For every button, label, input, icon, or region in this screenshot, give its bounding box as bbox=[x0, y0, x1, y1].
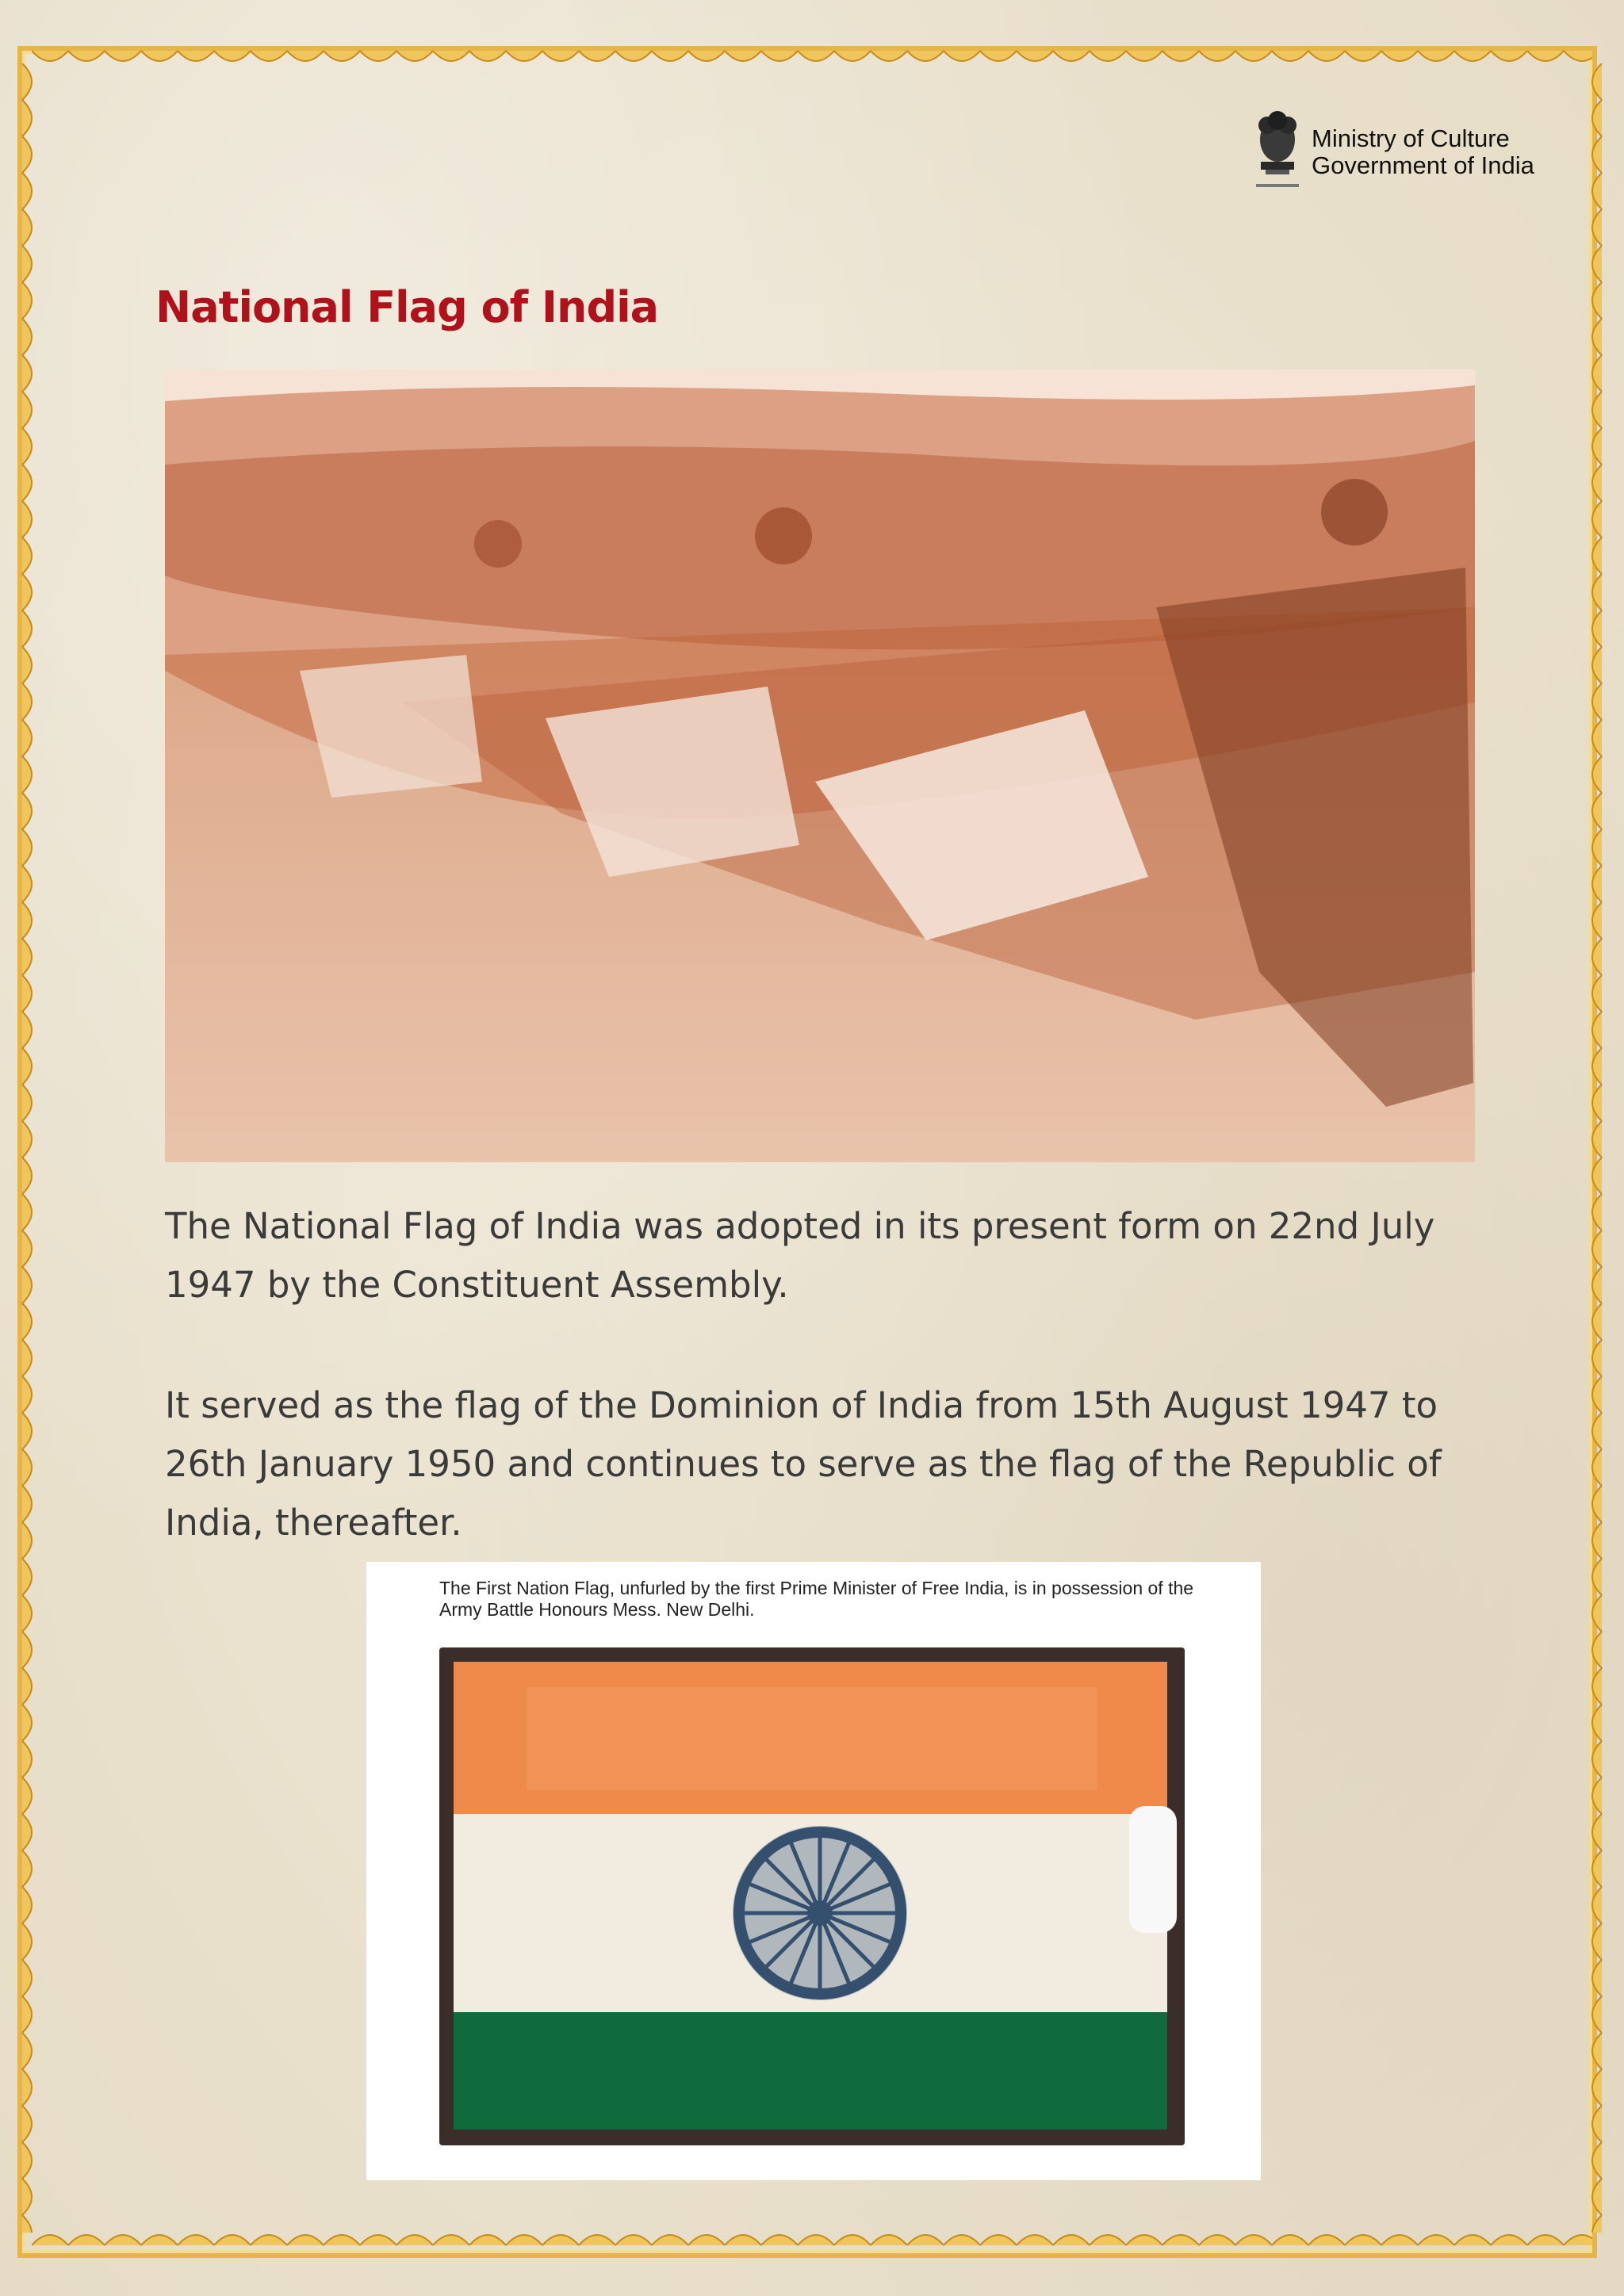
flag-frame bbox=[439, 1647, 1185, 2145]
ministry-logo bbox=[1250, 106, 1567, 195]
national-emblem-icon bbox=[1250, 106, 1305, 195]
first-flag-photo bbox=[366, 1562, 1261, 2180]
right-border-ornament bbox=[1586, 63, 1605, 2233]
page-title: National Flag of India bbox=[155, 282, 659, 332]
top-border-ornament bbox=[32, 48, 1592, 70]
photo-caption: The First Nation Flag, unfurled by the first Prime Minister of Free India, is in possession of the Army Battle Honours Mess. New Delhi. bbox=[439, 1578, 1194, 1620]
bottom-border-ornament bbox=[32, 2226, 1592, 2248]
ashoka-chakra-icon bbox=[733, 1826, 907, 2000]
ministry-name: Ministry of Culture bbox=[1312, 124, 1510, 152]
assembly-photo bbox=[165, 369, 1475, 1162]
paragraph-adoption: The National Flag of India was adopted in its present form on 22nd July 1947 by the Constituent Assembly. bbox=[165, 1205, 1435, 1306]
left-border-ornament bbox=[19, 63, 38, 2233]
paragraph-dominion: It served as the flag of the Dominion of India from 15th August 1947 to 26th January 1950 and continues to serve as the flag of the Republic of India, thereafter. bbox=[165, 1384, 1442, 1544]
government-name: Government of India bbox=[1312, 151, 1534, 179]
